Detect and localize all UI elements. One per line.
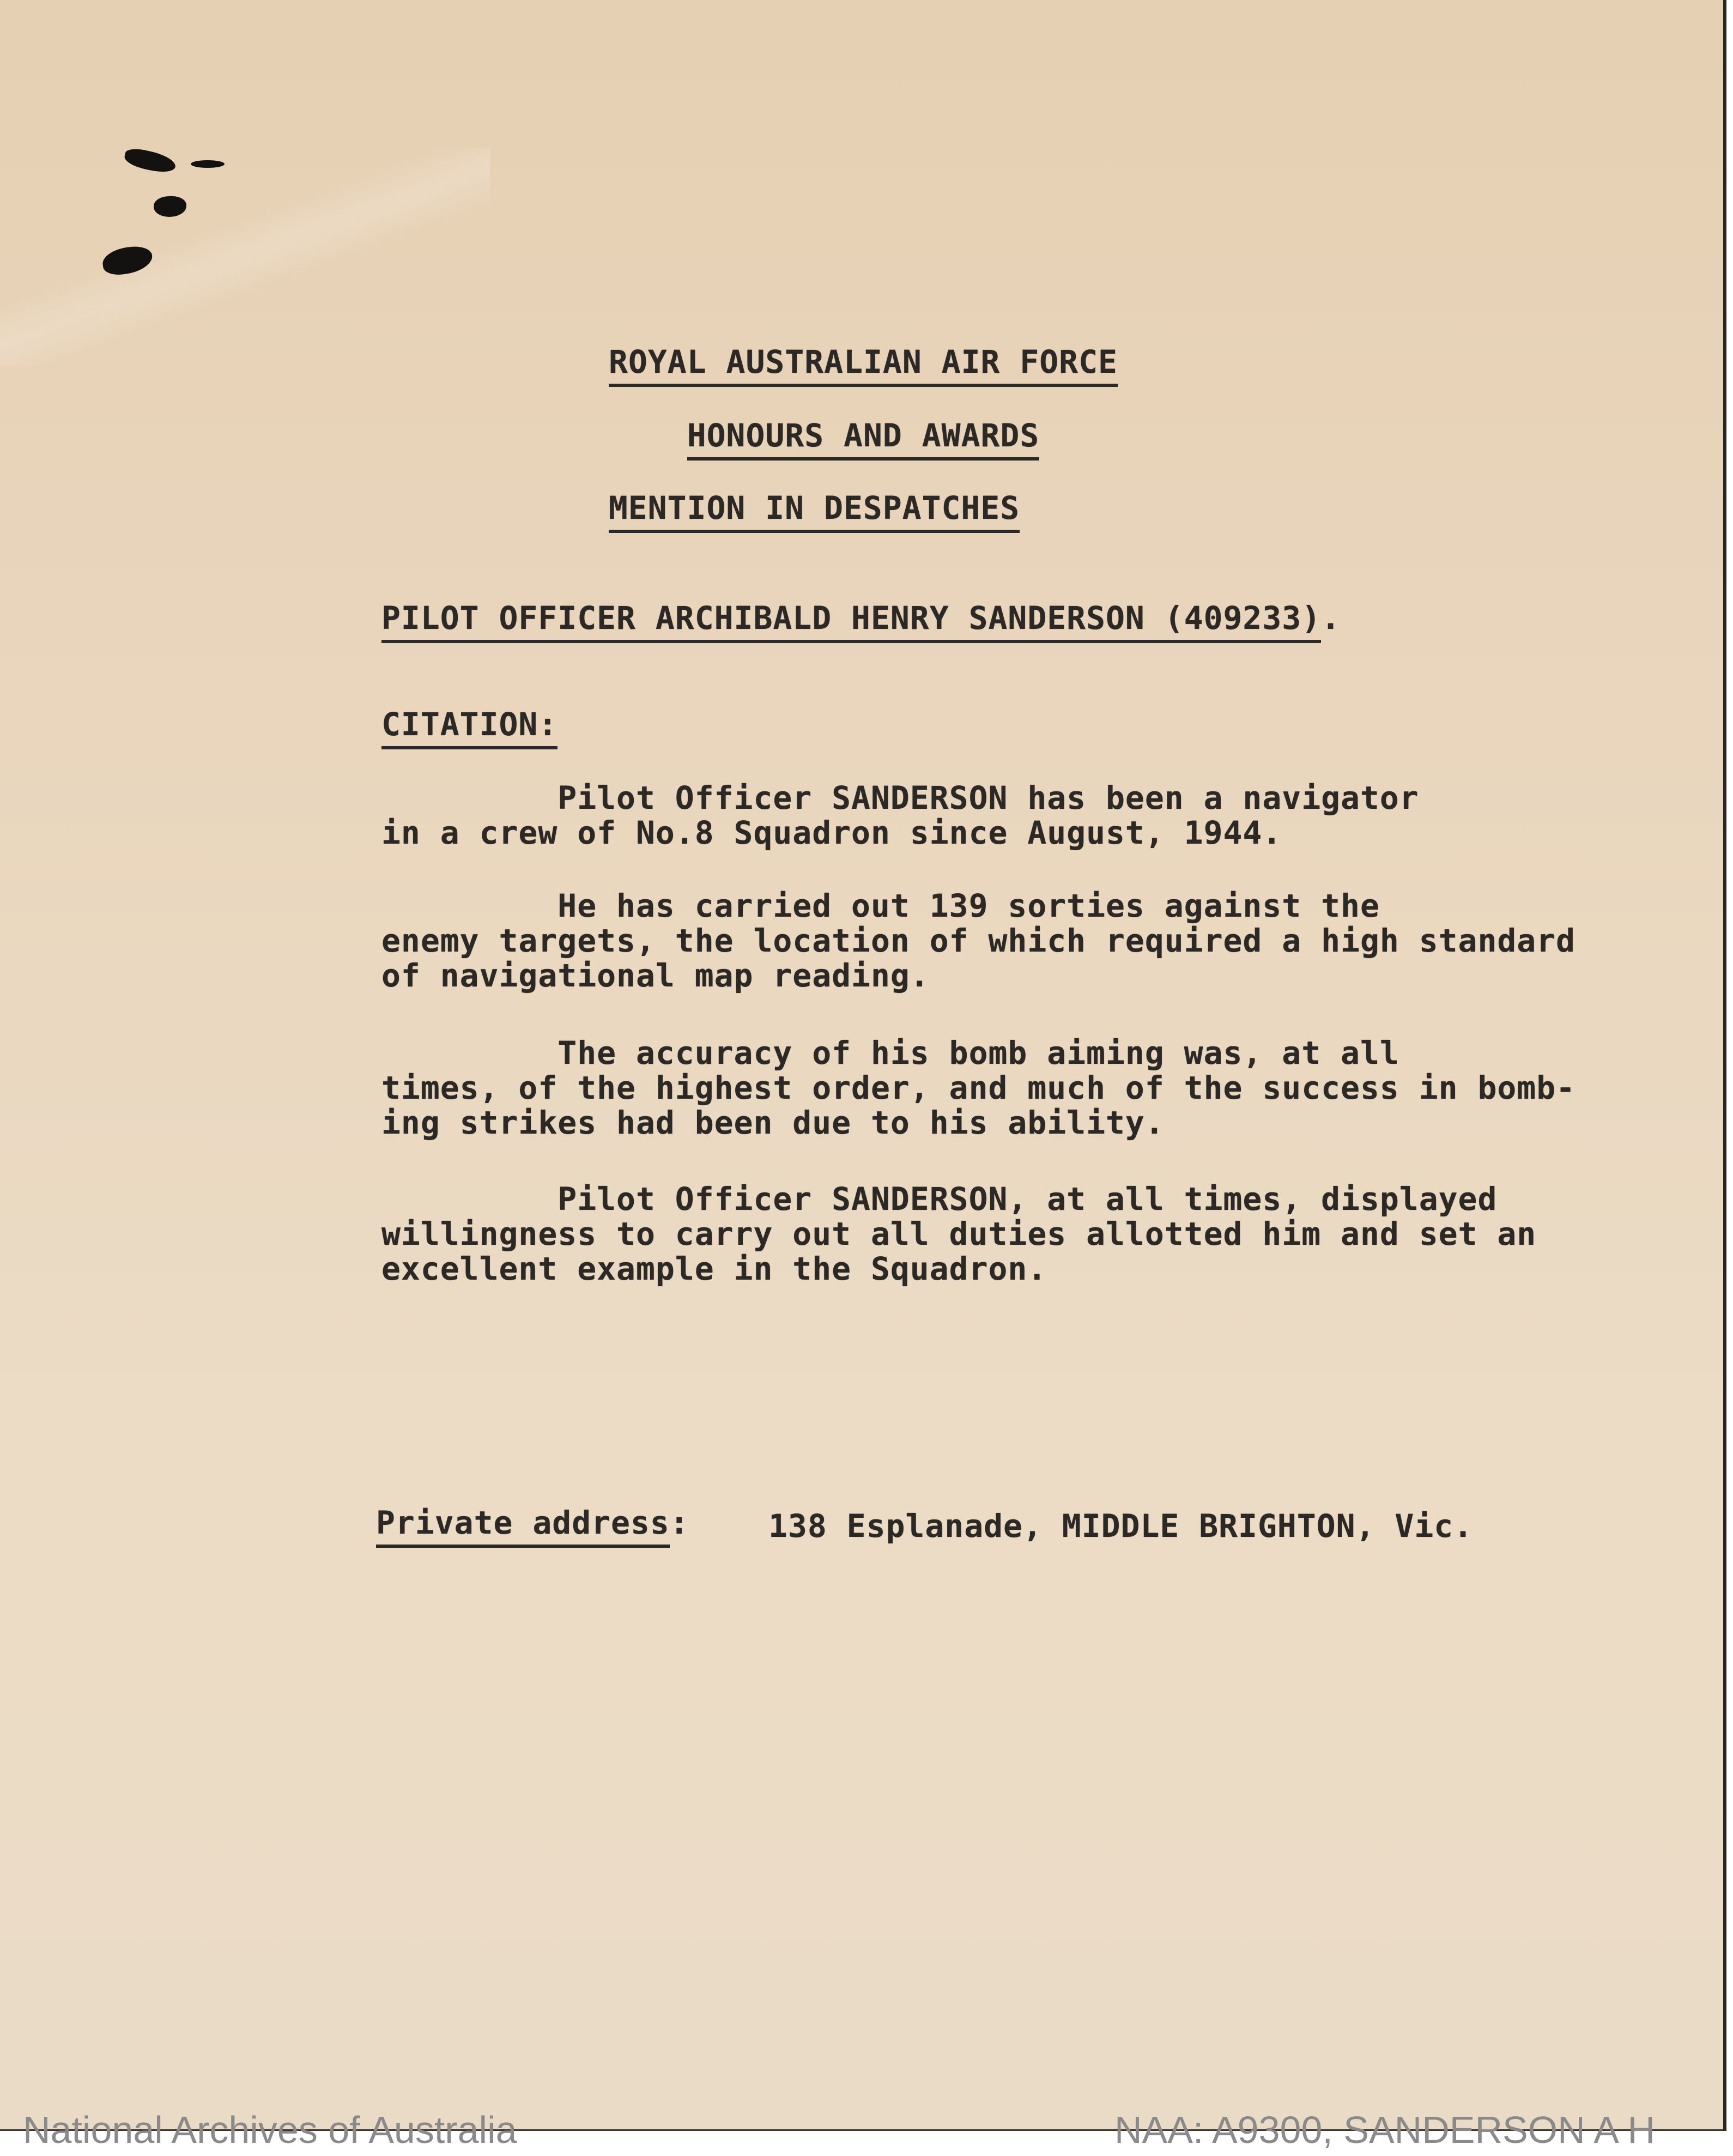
private-address-label — [376, 1504, 689, 1541]
private-address-label-text: Private address — [376, 1504, 670, 1548]
archive-credit: National Archives of Australia — [23, 2109, 517, 2151]
private-address-colon: : — [669, 1504, 689, 1541]
heading-honours-text: HONOURS AND AWARDS — [687, 417, 1040, 461]
officer-name-line — [381, 599, 1341, 637]
private-address-value: 138 Esplanade, MIDDLE BRIGHTON, Vic. — [768, 1507, 1474, 1545]
citation-paragraph: The accuracy of his bomb aiming was, at all times, of the highest order, and much of the success in bomb- ing strikes had been due to his ability. — [381, 1034, 1576, 1141]
punch-hole-damage — [191, 160, 225, 168]
archive-reference: NAA: A9300, SANDERSON A H — [1114, 2109, 1656, 2151]
citation-label-text: CITATION: — [381, 706, 558, 749]
citation-paragraph: He has carried out 139 sorties against the enemy targets, the location of which required a high standard of navigational map reading. — [381, 887, 1576, 994]
officer-name-period: . — [1321, 599, 1341, 637]
citation-paragraph: Pilot Officer SANDERSON has been a navigator in a crew of No.8 Squadron since August, 1944. — [381, 779, 1419, 851]
citation-label — [381, 706, 558, 743]
citation-paragraph: Pilot Officer SANDERSON, at all times, displayed willingness to carry out all duties allotted him and set an excellent example in the Squadron. — [381, 1180, 1537, 1287]
heading-mention — [0, 489, 1677, 526]
heading-honours — [0, 417, 1726, 454]
officer-name: PILOT OFFICER ARCHIBALD HENRY SANDERSON (409233) — [381, 599, 1321, 643]
heading-organisation-text: ROYAL AUSTRALIAN AIR FORCE — [609, 343, 1118, 387]
heading-mention-text: MENTION IN DESPATCHES — [609, 489, 1020, 533]
paper-fold-highlight — [0, 147, 490, 365]
heading-organisation — [0, 343, 1726, 380]
